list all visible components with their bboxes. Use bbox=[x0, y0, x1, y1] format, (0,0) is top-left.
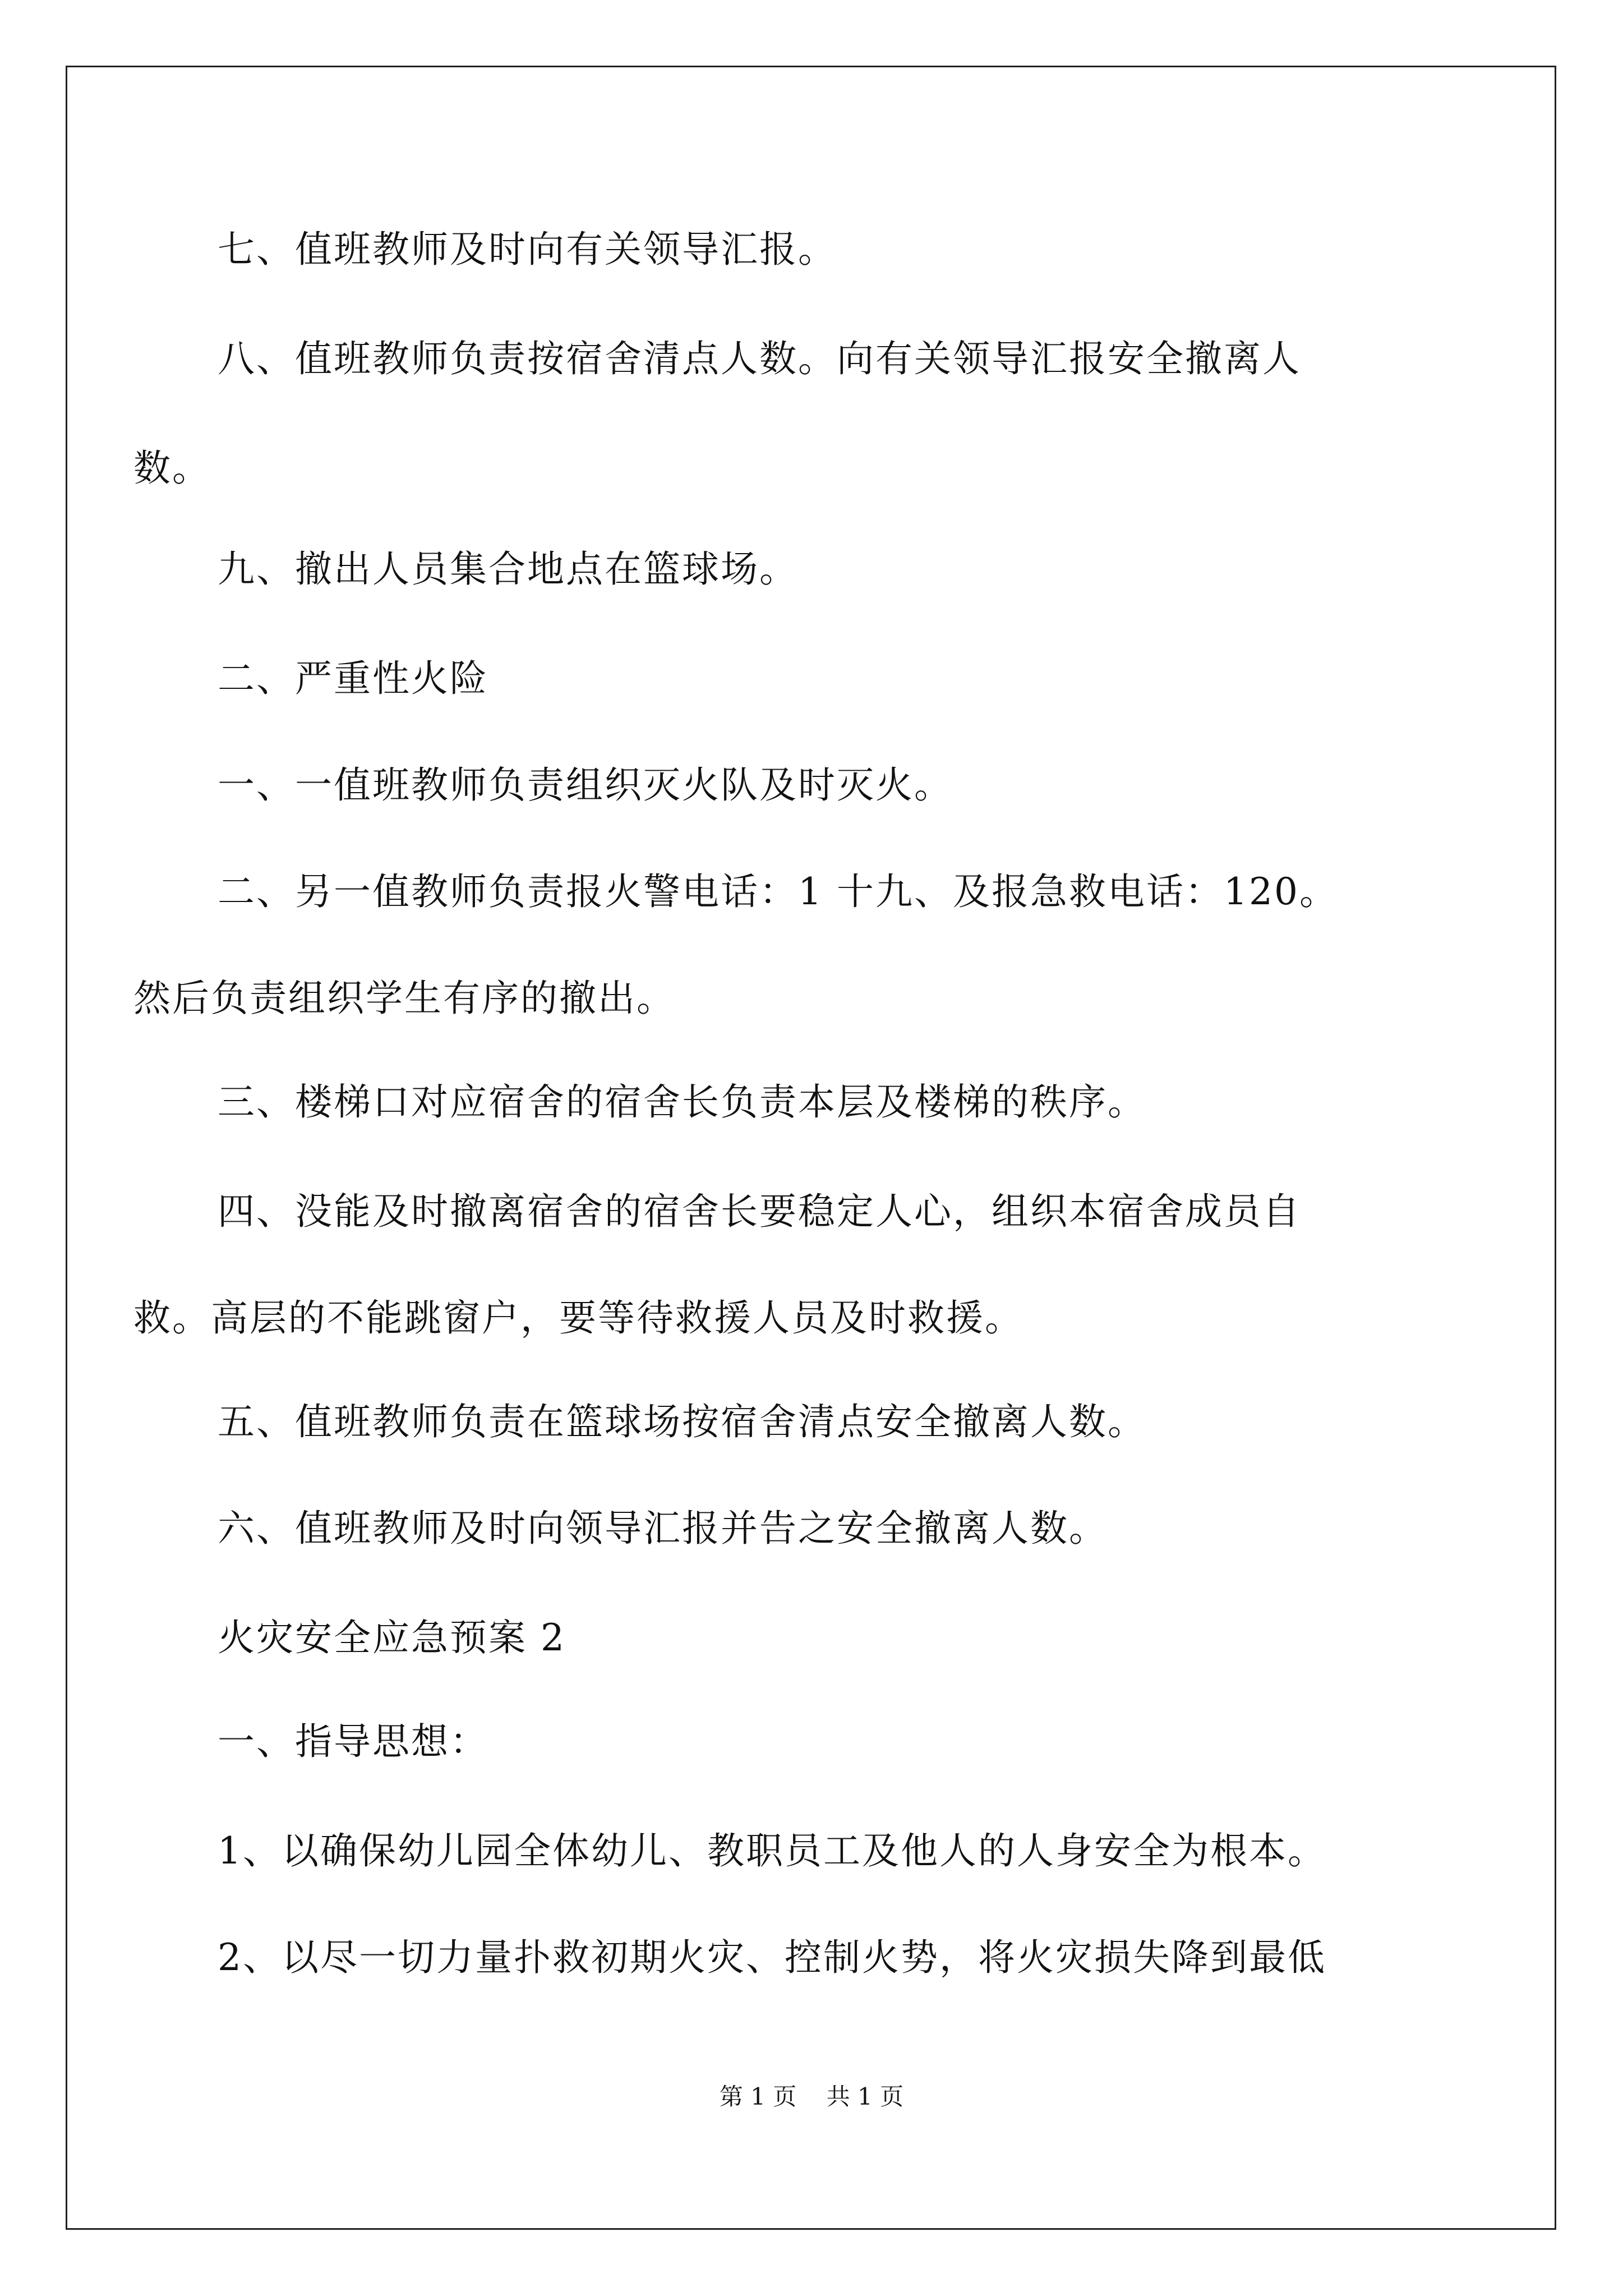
section-title: 火灾安全应急预案 2 bbox=[218, 1616, 566, 1659]
paragraph-line: 三、楼梯口对应宿舍的宿舍长负责本层及楼梯的秩序。 bbox=[218, 1080, 1146, 1124]
paragraph-line: 五、值班教师负责在篮球场按宿舍清点安全撤离人数。 bbox=[218, 1400, 1146, 1443]
paragraph-line: 1、以确保幼儿园全体幼儿、教职员工及他人的人身安全为根本。 bbox=[218, 1829, 1326, 1872]
paragraph-line: 二、严重性火险 bbox=[218, 657, 488, 700]
paragraph-line: 救。高层的不能跳窗户，要等待救援人员及时救援。 bbox=[133, 1296, 1023, 1340]
paragraph-line: 四、没能及时撤离宿舍的宿舍长要稳定人心，组织本宿舍成员自 bbox=[218, 1190, 1301, 1233]
page-border bbox=[66, 66, 1556, 2230]
paragraph-line: 六、值班教师及时向领导汇报并告之安全撤离人数。 bbox=[218, 1507, 1108, 1550]
paragraph-line: 七、值班教师及时向有关领导汇报。 bbox=[218, 228, 837, 271]
paragraph-line: 九、撤出人员集合地点在篮球场。 bbox=[218, 547, 798, 591]
paragraph-line: 数。 bbox=[133, 447, 211, 490]
paragraph-line: 2、以尽一切力量扑救初期火灾、控制火势，将火灾损失降到最低 bbox=[218, 1936, 1326, 1979]
page-footer: 第 1 页 共 1 页 bbox=[719, 2083, 904, 2110]
paragraph-line: 一、指导思想： bbox=[218, 1720, 488, 1763]
paragraph-line: 八、值班教师负责按宿舍清点人数。向有关领导汇报安全撤离人 bbox=[218, 337, 1301, 380]
paragraph-line: 然后负责组织学生有序的撤出。 bbox=[133, 977, 675, 1020]
paragraph-line: 一、一值班教师负责组织灭火队及时灭火。 bbox=[218, 763, 953, 807]
paragraph-line: 二、另一值教师负责报火警电话：1 十九、及报急救电话：120。 bbox=[218, 870, 1338, 913]
